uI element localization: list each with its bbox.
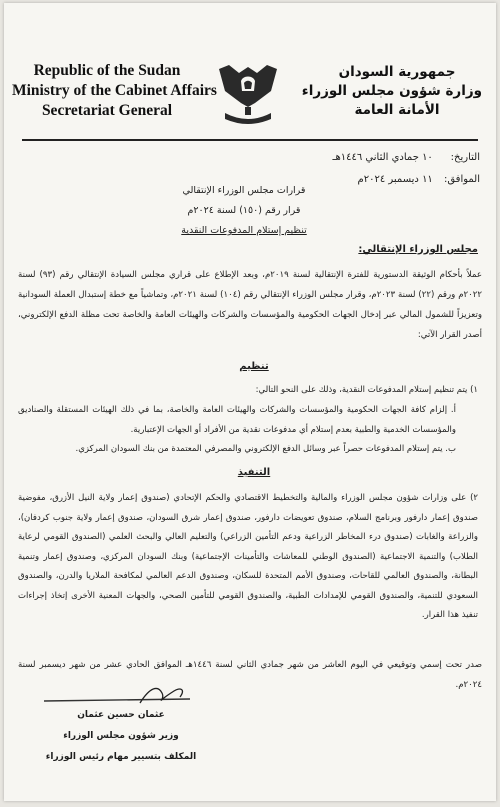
gregorian-date-label: الموافق: (443, 174, 480, 185)
letterhead-ar-line-1: جمهورية السودان (338, 64, 456, 80)
hijri-date-value: ١٠ جمادي الثاني ١٤٤٦هـ (332, 152, 433, 163)
document-page (4, 3, 496, 801)
decision-subject: تنظيم إستلام المدفوعات النقدية (181, 225, 307, 236)
item-2: ٢) على وزارات شؤون مجلس الوزراء والمالية والتخطيط الاقتصادي والحكم الإتحادي (صندوق إعمار ولاية النيل الأزرق، مفوضية صندوق إعمار دارفور وبرنامج السلام، صندوق تعويضات دارفور، صندوق إعمار شرق السودان، صندوق إعمار ولاية جنوب كردفان)، والزراعة والغابات (صندوق درء المخاطر الزراعية ودعم التأمين الزراعي) والتعليم العالي والبحث العلمي (الصندوق القومي لرعاية الطلاب) والتنمية الاجتماعية (الصندوق الوطني للمعاشات والتأمينات الإجتماعية) وبنك السودان المركزي، وصندوق إعمار وتنمية البطانة، والصندوق العالمي للقاحات، وصندوق الأمم المتحدة للسكان، وصندوق الدعم العالمي لمكافحة الملاريا والدرن، والصندوق السعودي للتنمية، والصندوق القومي للإمدادات الطبية، والصندوق القومي للتأمين الصحي، والجهات المعنية الأخرى إتخاذ إجراءات تنفيذ هذا القرار. (18, 493, 478, 620)
hijri-date-row (270, 147, 480, 169)
emblem-icon (211, 61, 285, 129)
decision-heading (144, 181, 344, 241)
addressee: مجلس الوزراء الإنتقالي: (358, 244, 478, 255)
signatory-title: وزير شؤون مجلس الوزراء (63, 731, 179, 741)
letterhead-ar-line-3: الأمانة العامة (354, 102, 440, 118)
letterhead-en-line-3: Secretariat General (41, 102, 173, 119)
letterhead-ar-line-2: وزارة شؤون مجلس الوزراء (301, 83, 482, 99)
signatory-name: عثمان حسين عثمان (77, 710, 165, 720)
item-1-b: ب. يتم إستلام المدفوعات حصراً عبر وسائل الدفع الإلكتروني والمصرفي المعتمدة من بنك السودان المركزي. (75, 444, 456, 454)
letterhead-english (12, 61, 217, 121)
signatory-block (36, 705, 206, 768)
letterhead-arabic (301, 63, 482, 120)
header-divider (22, 139, 478, 141)
decision-number: قرار رقم (١٥٠) لسنة ٢٠٢٤م (187, 205, 301, 216)
section-heading-implementation: التنفيذ (237, 467, 271, 478)
gregorian-date-value: ١١ ديسمبر ٢٠٢٤م (357, 174, 433, 185)
decisions-title: قرارات مجلس الوزراء الإنتقالي (182, 185, 306, 196)
hijri-date-label: التاريخ: (450, 152, 480, 163)
letterhead-en-line-2: Ministry of the Cabinet Affairs (12, 82, 217, 99)
signatory-role: المكلف بتسيير مهام رئيس الوزراء (45, 752, 197, 762)
item-1-a: أ. إلزام كافة الجهات الحكومية والمؤسسات والشركات والهيئات العامة والخاصة، بما في ذلك الهيئات المستقلة والصناديق والمؤسسات الخدمية والطبية بعدم إستلام أي مدفوعات نقدية من الأفراد أو الجهات الإعتبارية. (18, 405, 456, 435)
issuance-paragraph: صدر تحت إسمي وتوقيعي في اليوم العاشر من شهر جمادي الثاني لسنة ١٤٤٦هـ الموافق الحادي عشر من شهر ديسمبر لسنة ٢٠٢٤م. (18, 660, 482, 690)
letterhead-en-line-1: Republic of the Sudan (33, 62, 181, 79)
preamble-paragraph: عملاً بأحكام الوثيقة الدستورية للفترة الإنتقالية لسنة ٢٠١٩م، وبعد الإطلاع على قراري مجلس السيادة الإنتقالي رقم (٩٣) لسنة ٢٠٢٢م ورقم (٢٢) لسنة ٢٠٢٣م، وقرار مجلس الوزراء الإنتقالي رقم (١٠٤) لسنة ٢٠٢١م، وتماشياً مع خطة إستبدال العملة السودانية وتعزيزاً للشمول المالي عبر إدخال الجهات الحكومية والمؤسسات والشركات والهيئات العامة والخاصة تحت مظلة الدفع الإلكتروني، أصدر القرار الآتي: (18, 270, 482, 340)
item-1: ١) يتم تنظيم إستلام المدفوعات النقدية، وذلك على النحو التالي: (255, 385, 478, 395)
section-heading-regulation: تنظيم (239, 361, 269, 372)
